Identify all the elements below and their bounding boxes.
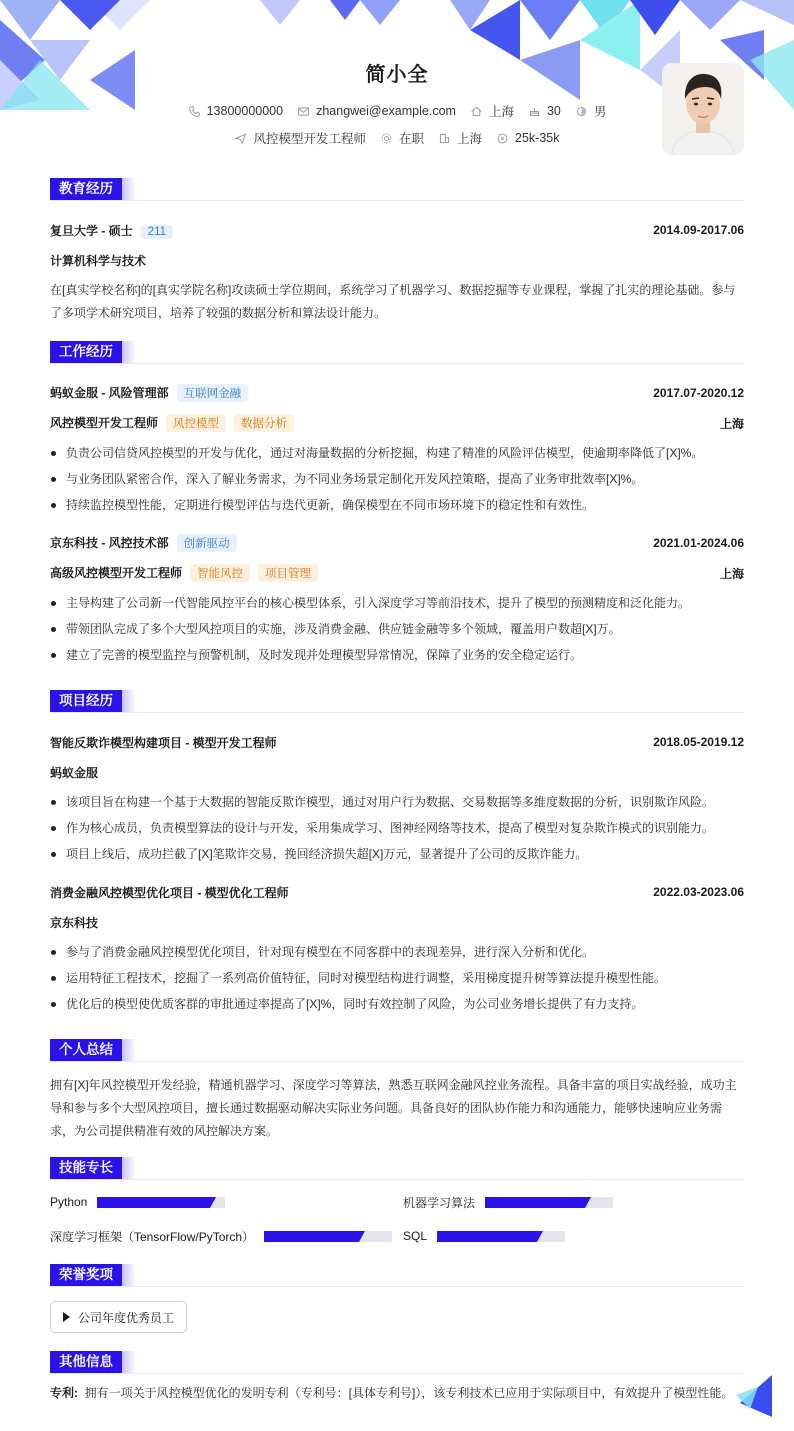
gender-text: 男 <box>593 105 607 119</box>
work-section <box>50 341 744 668</box>
location-info <box>470 102 514 120</box>
building-icon <box>438 132 451 145</box>
other-label: 专利: <box>50 1386 78 1400</box>
project-item <box>50 877 744 1017</box>
job-period: 2017.07-2020.12 <box>653 386 744 400</box>
job-bullets <box>50 590 744 668</box>
skill-tag: 风控模型 <box>166 414 226 432</box>
profile-photo <box>662 63 744 155</box>
award-item[interactable] <box>50 1301 187 1333</box>
age-text: 30 <box>546 104 561 118</box>
skill-tag: 项目管理 <box>258 564 318 582</box>
skills-section <box>50 1157 744 1246</box>
money-icon <box>496 132 509 145</box>
projects-section <box>50 690 744 1017</box>
list-item: 持续监控模型性能，定期进行模型评估与迭代更新，确保模型在不同市场环境下的稳定性和有效性。 <box>50 492 744 518</box>
job-item <box>50 528 744 668</box>
list-item: 运用特征工程技术，挖掘了一系列高价值特征，同时对模型结构进行调整，采用梯度提升树等算法提升模型性能。 <box>50 965 744 991</box>
skill-level-fill <box>437 1231 537 1242</box>
project-org: 京东科技 <box>50 915 99 930</box>
project-bullets <box>50 939 744 1017</box>
job-item <box>50 378 744 518</box>
location-text: 上海 <box>488 105 514 119</box>
age-info <box>528 104 561 118</box>
major: 计算机科学与技术 <box>50 253 147 268</box>
skill-level-bar <box>485 1197 613 1208</box>
avatar-portrait <box>662 63 744 155</box>
school-degree: 复旦大学 - 硕士 <box>50 223 133 238</box>
job-target-text: 风控模型开发工程师 <box>253 132 366 146</box>
job-target-info <box>234 129 366 147</box>
email-info <box>297 104 456 118</box>
gender-icon <box>575 105 588 118</box>
settings-icon <box>380 132 393 145</box>
gender-info <box>575 102 607 120</box>
list-item: 该项目旨在构建一个基于大数据的智能反欺诈模型，通过对用户行为数据、交易数据等多维度数据的分析，识别欺诈风险。 <box>50 789 744 815</box>
target-city-text: 上海 <box>457 132 483 146</box>
industry-tag: 互联网金融 <box>177 384 249 402</box>
salary-info <box>496 131 559 145</box>
list-item: 参与了消费金融风控模型优化项目，针对现有模型在不同客群中的表现差异，进行深入分析和优化。 <box>50 939 744 965</box>
education-row <box>50 215 744 245</box>
section-title-tail <box>122 178 136 200</box>
section-title-tail <box>122 1157 136 1179</box>
industry-tag: 创新驱动 <box>177 534 237 552</box>
email-address: zhangwei@example.com <box>316 104 456 118</box>
section-title-tail <box>122 1351 136 1373</box>
section-title: 个人总结 <box>50 1039 122 1061</box>
summary-section <box>50 1039 744 1143</box>
section-title: 荣誉奖项 <box>50 1264 122 1286</box>
skills-grid <box>50 1192 744 1246</box>
skill-name: 机器学习算法 <box>403 1195 476 1210</box>
project-period: 2018.05-2019.12 <box>653 735 744 749</box>
project-period: 2022.03-2023.06 <box>653 885 744 899</box>
skill-tag: 智能风控 <box>190 564 250 582</box>
status-info <box>380 129 424 147</box>
candidate-name: 简小全 <box>365 64 429 86</box>
award-name: 公司年度优秀员工 <box>78 1310 175 1325</box>
send-icon <box>234 132 247 145</box>
position: 高级风控模型开发工程师 <box>50 566 183 580</box>
list-item: 负责公司信贷风控模型的开发与优化，通过对海量数据的分析挖掘，构建了精准的风险评估模型，使逾期率降低了[X]%。 <box>50 440 744 466</box>
skill-tag: 数据分析 <box>234 414 294 432</box>
skill-level-fill <box>97 1197 210 1208</box>
skill-level-bar <box>437 1231 565 1242</box>
project-org: 蚂蚁金服 <box>50 765 99 780</box>
other-info-line <box>50 1382 744 1405</box>
list-item: 带领团队完成了多个大型风控项目的实施，涉及消费金融、供应链金融等多个领域，覆盖用户数超[X]万。 <box>50 616 744 642</box>
play-triangle-icon <box>63 1312 70 1322</box>
section-title: 工作经历 <box>50 341 122 363</box>
awards-section <box>50 1264 744 1333</box>
list-item: 主导构建了公司新一代智能风控平台的核心模型体系，引入深度学习等前沿技术，提升了模型的预测精度和泛化能力。 <box>50 590 744 616</box>
job-city: 上海 <box>719 416 744 431</box>
list-item: 与业务团队紧密合作，深入了解业务需求，为不同业务场景定制化开发风控策略，提高了业务审批效率[X]%。 <box>50 466 744 492</box>
target-city-info <box>438 129 482 147</box>
mail-icon <box>297 105 310 118</box>
summary-header <box>50 1039 744 1062</box>
education-header <box>50 178 744 201</box>
job-city: 上海 <box>719 566 744 581</box>
skills-header <box>50 1157 744 1180</box>
status-text: 在职 <box>399 132 425 146</box>
section-title-tail <box>122 690 136 712</box>
company: 蚂蚁金服 - 风险管理部 <box>50 386 169 400</box>
skill-level-fill <box>485 1197 585 1208</box>
section-title-tail <box>122 341 136 363</box>
skill-item <box>50 1192 403 1212</box>
resume-header <box>0 0 794 168</box>
school-tag: 211 <box>141 225 173 239</box>
other-text: 拥有一项关于风控模型优化的发明专利（专利号：[具体专利号]），该专利技术已应用于实际项目中，有效提升了模型性能。 <box>84 1386 734 1400</box>
education-description: 在[真实学校名称]的[真实学院名称]攻读硕士学位期间，系统学习了机器学习、数据挖掘等专业课程，掌握了扎实的理论基础。参与了多项学术研究项目，培养了较强的数据分析和算法设计能力。 <box>50 283 736 320</box>
list-item: 优化后的模型使优质客群的审批通过率提高了[X]%，同时有效控制了风险，为公司业务增长提供了有力支持。 <box>50 991 744 1017</box>
section-title: 其他信息 <box>50 1351 122 1373</box>
skill-level-bar <box>97 1197 225 1208</box>
position: 风控模型开发工程师 <box>50 416 159 430</box>
skill-item <box>403 1192 744 1212</box>
skill-item <box>403 1226 744 1246</box>
awards-header <box>50 1264 744 1287</box>
job-period: 2021.01-2024.06 <box>653 536 744 550</box>
work-header <box>50 341 744 364</box>
list-item: 作为核心成员，负责模型算法的设计与开发，采用集成学习、图神经网络等技术，提高了模型对复杂欺诈模式的识别能力。 <box>50 815 744 841</box>
project-bullets <box>50 789 744 867</box>
section-title: 教育经历 <box>50 178 122 200</box>
skill-name: SQL <box>403 1229 428 1243</box>
summary-text: 拥有[X]年风控模型开发经验，精通机器学习、深度学习等算法，熟悉互联网金融风控业务流程。具备丰富的项目实战经验，成功主导和参与多个大型风控项目，擅长通过数据驱动解决实际业务问题。具备良好的团队协作能力和沟通能力，能够快速响应业务需求，为公司提供精准有效的风控解决方案。 <box>50 1078 737 1138</box>
projects-header <box>50 690 744 713</box>
cake-icon <box>528 105 541 118</box>
project-name: 智能反欺诈模型构建项目 - 模型开发工程师 <box>50 735 277 750</box>
other-section <box>50 1351 744 1405</box>
section-title-tail <box>122 1264 136 1286</box>
phone-info <box>188 104 283 118</box>
company: 京东科技 - 风控技术部 <box>50 536 169 550</box>
education-section <box>50 178 744 325</box>
job-bullets <box>50 440 744 518</box>
list-item: 建立了完善的模型监控与预警机制，及时发现并处理模型异常情况，保障了业务的安全稳定运行。 <box>50 642 744 668</box>
list-item: 项目上线后，成功拦截了[X]笔欺诈交易，挽回经济损失超[X]万元，显著提升了公司的反欺诈能力。 <box>50 841 744 867</box>
home-icon <box>470 105 483 118</box>
phone-icon <box>188 105 201 118</box>
project-name: 消费金融风控模型优化项目 - 模型优化工程师 <box>50 885 289 900</box>
major-row <box>50 245 744 275</box>
section-title: 技能专长 <box>50 1157 122 1179</box>
salary-text: 25k-35k <box>515 131 560 145</box>
section-title: 项目经历 <box>50 690 122 712</box>
skill-name: Python <box>50 1195 88 1209</box>
phone-number: 13800000000 <box>206 104 284 118</box>
skill-name: 深度学习框架（TensorFlow/PyTorch） <box>50 1229 255 1244</box>
project-item <box>50 727 744 867</box>
other-header <box>50 1351 744 1374</box>
skill-level-bar <box>264 1231 392 1242</box>
skill-level-fill <box>264 1231 359 1242</box>
education-period: 2014.09-2017.06 <box>653 223 744 237</box>
section-title-tail <box>122 1039 136 1061</box>
skill-item <box>50 1226 403 1246</box>
